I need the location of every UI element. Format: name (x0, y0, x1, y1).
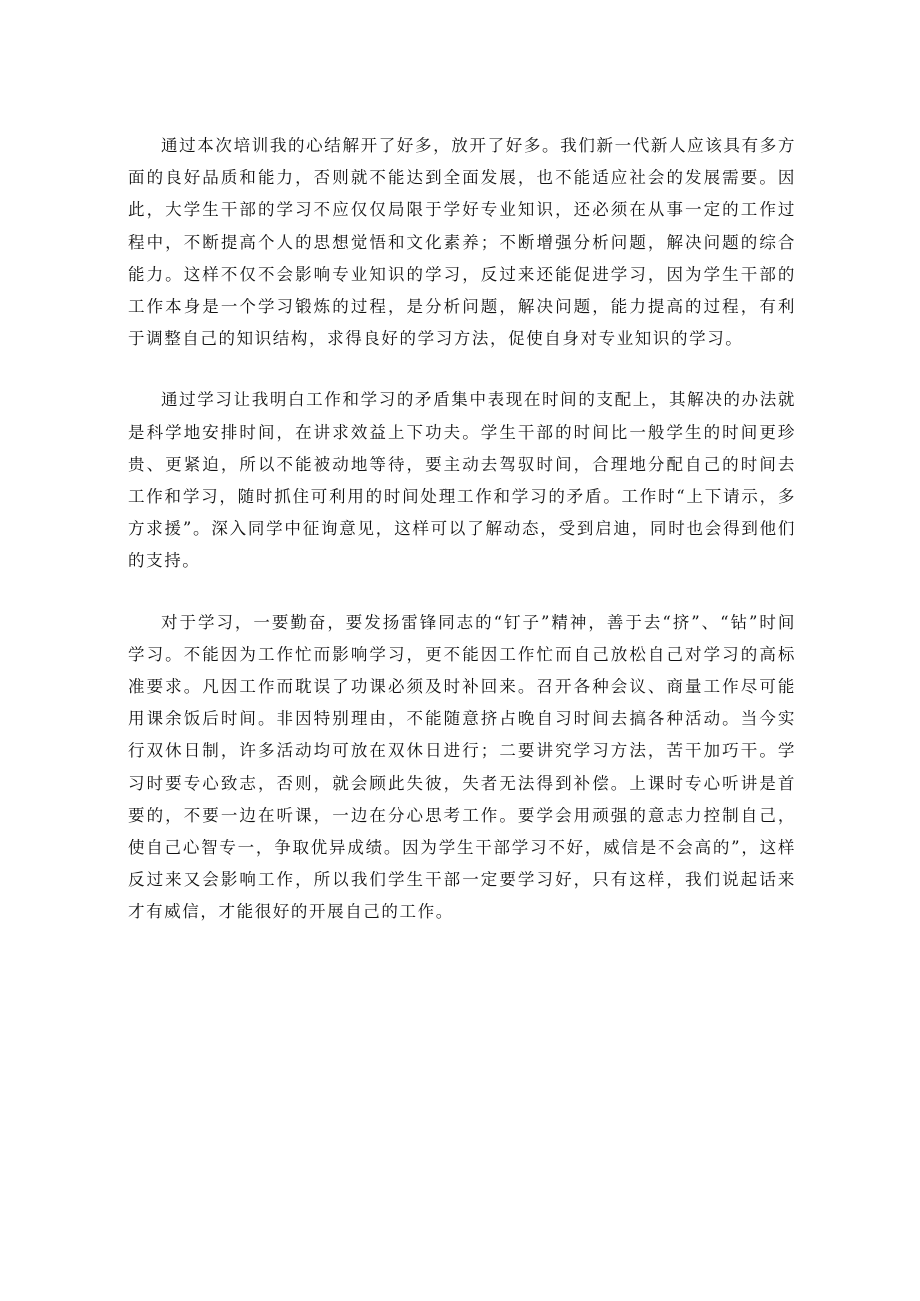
paragraph-2: 通过学习让我明白工作和学习的矛盾集中表现在时间的支配上，其解决的办法就是科学地安排时间，在讲求效益上下功夫。学生干部的时间比一般学生的时间更珍贵、更紧迫，所以不能被动地等待，要主动去驾驭时间，合理地分配自己的时间去工作和学习，随时抓住可利用的时间处理工作和学习的矛盾。工作时“上下请示，多方求援”。深入同学中征询意见，这样可以了解动态，受到启迪，同时也会得到他们的支持。 (128, 390, 796, 571)
paragraph-3: 对于学习，一要勤奋，要发扬雷锋同志的“钉子”精神，善于去“挤”、“钻”时间学习。不能因为工作忙而影响学习，更不能因工作忙而自己放松自己对学习的高标准要求。凡因工作而耽误了功课必须及时补回来。召开各种会议、商量工作尽可能用课余饭后时间。非因特别理由，不能随意挤占晚自习时间去搞各种活动。当今实行双休日制，许多活动均可放在双休日进行；二要讲究学习方法，苦干加巧干。学习时要专心致志，否则，就会顾此失彼，失者无法得到补偿。上课时专心听讲是首要的，不要一边在听课，一边在分心思考工作。要学会用顽强的意志力控制自己，使自己心智专一，争取优异成绩。因为学生干部学习不好，威信是不会高的”，这样反过来又会影响工作，所以我们学生干部一定要学习好，只有这样，我们说起话来才有威信，才能很好的开展自己的工作。 (128, 612, 796, 922)
paragraph-1: 通过本次培训我的心结解开了好多，放开了好多。我们新一代新人应该具有多方面的良好品质和能力，否则就不能达到全面发展，也不能适应社会的发展需要。因此，大学生干部的学习不应仅仅局限于学好专业知识，还必须在从事一定的工作过程中，不断提高个人的思想觉悟和文化素养；不断增强分析问题，解决问题的综合能力。这样不仅不会影响专业知识的学习，反过来还能促进学习，因为学生干部的工作本身是一个学习锻炼的过程，是分析问题，解决问题，能力提高的过程，有利于调整自己的知识结构，求得良好的学习方法，促使自身对专业知识的学习。 (128, 136, 796, 349)
document-body (128, 130, 796, 929)
